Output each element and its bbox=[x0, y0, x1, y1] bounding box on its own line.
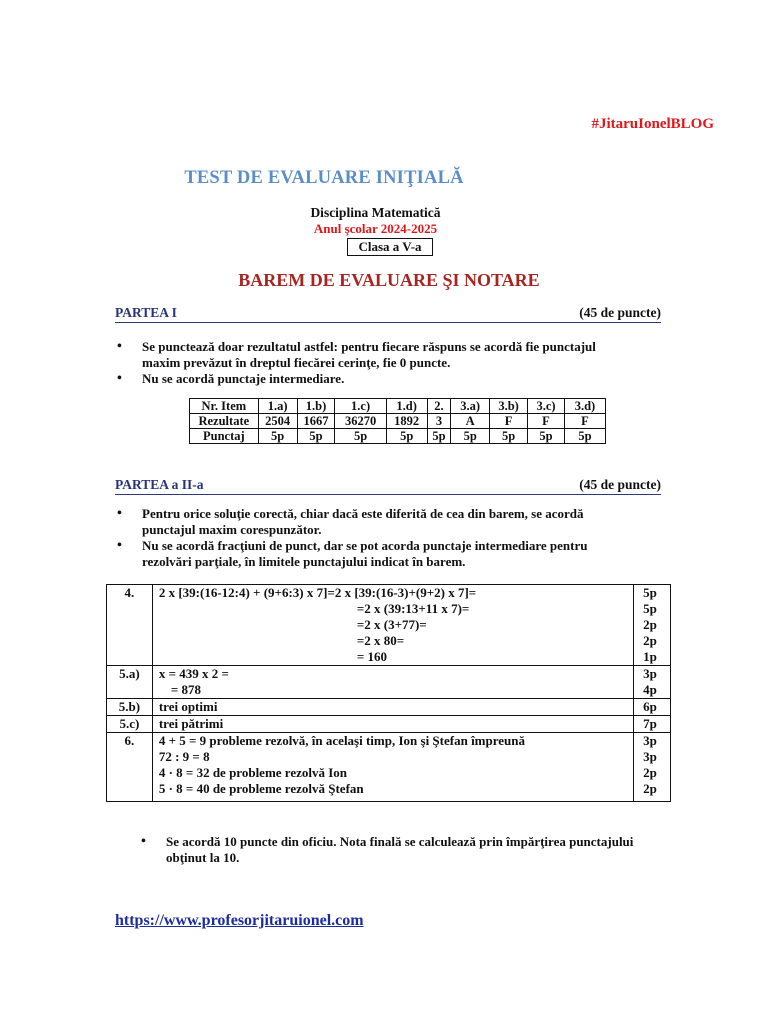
official-note bbox=[117, 834, 701, 866]
score-cell bbox=[634, 666, 671, 699]
table-row bbox=[107, 585, 671, 666]
table-cell: 3.c) bbox=[528, 399, 565, 414]
table-cell: 3.d) bbox=[564, 399, 605, 414]
bullet-line: • Se acordă 10 puncte din oficiu. Nota finală se calculează prin împărţirea punctajului bbox=[166, 834, 634, 849]
solution-line: =2 x 80= bbox=[356, 633, 405, 648]
bullet-item bbox=[117, 538, 677, 570]
score-value: 2p bbox=[643, 617, 657, 632]
part1-header bbox=[115, 305, 661, 323]
score-value: 2p bbox=[643, 633, 657, 648]
score-value: 4p bbox=[643, 682, 657, 697]
bullet-item bbox=[117, 371, 677, 387]
document-title: TEST DE EVALUARE INIŢIALĂ bbox=[184, 168, 464, 188]
solution-line: x = 439 x 2 = bbox=[158, 666, 229, 681]
item-number bbox=[107, 666, 153, 699]
solution-line: = 878 bbox=[170, 682, 201, 697]
table-row bbox=[107, 666, 671, 699]
item-number bbox=[107, 585, 153, 666]
table-cell: 5p bbox=[427, 429, 451, 444]
score-cell bbox=[634, 716, 671, 733]
score-value: 6p bbox=[643, 699, 657, 714]
item-number-text: 5.a) bbox=[119, 666, 140, 681]
solution-line: =2 x (39:13+11 x 7)= bbox=[356, 601, 470, 616]
solution-line: trei pătrimi bbox=[158, 716, 224, 731]
score-value: 3p bbox=[643, 666, 657, 681]
solution-line: = 160 bbox=[356, 649, 387, 664]
bullet-item bbox=[141, 834, 701, 866]
solution-cell bbox=[152, 585, 633, 666]
bullet-line: • Pentru orice soluţie corectă, chiar dacă este diferită de cea din barem, se acordă bbox=[142, 506, 584, 521]
table-cell: 3 bbox=[427, 414, 451, 429]
bullet-line: maxim prevăzut în dreptul fiecărei cerinţe, fie 0 puncte. bbox=[142, 355, 451, 370]
part2-points: (45 de puncte) bbox=[579, 477, 661, 492]
solution-cell bbox=[152, 699, 633, 716]
bullet-line: rezolvări parţiale, în limitele punctajului indicat în barem. bbox=[142, 554, 466, 569]
bullet-line: • Nu se acordă punctaje intermediare. bbox=[142, 371, 345, 386]
item-number bbox=[107, 733, 153, 802]
blog-tag: #JitaruIonelBLOG bbox=[591, 116, 714, 132]
table-cell: 3.a) bbox=[451, 399, 490, 414]
solution-line: trei optimi bbox=[158, 699, 218, 714]
score-cell bbox=[634, 585, 671, 666]
score-value: 5p bbox=[643, 585, 657, 600]
item-number bbox=[107, 716, 153, 733]
solutions-table bbox=[106, 584, 671, 802]
part2-header bbox=[115, 477, 661, 495]
table-cell: 5p bbox=[490, 429, 528, 444]
score-value: 1p bbox=[643, 649, 657, 664]
table-cell: 1.a) bbox=[258, 399, 297, 414]
table-cell: 2504 bbox=[258, 414, 297, 429]
score-value: 3p bbox=[643, 733, 657, 748]
table-row bbox=[190, 399, 606, 414]
score-cell bbox=[634, 699, 671, 716]
row-label: Rezultate bbox=[190, 414, 259, 429]
solution-line: 5 · 8 = 40 de probleme rezolvă Ştefan bbox=[158, 781, 364, 796]
school-year-label: Anul şcolar 2024-2025 bbox=[313, 221, 438, 236]
row-label: Punctaj bbox=[190, 429, 259, 444]
bullet-item bbox=[117, 339, 677, 371]
score-value: 2p bbox=[643, 765, 657, 780]
bullet-line: • Se punctează doar rezultatul astfel: pentru fiecare răspuns se acordă fie punctajul bbox=[142, 339, 596, 354]
table-cell: 1.b) bbox=[297, 399, 335, 414]
table-cell: A bbox=[451, 414, 490, 429]
table-cell: 5p bbox=[386, 429, 427, 444]
table-cell: 5p bbox=[297, 429, 335, 444]
table-cell: 5p bbox=[335, 429, 386, 444]
website-link[interactable]: https://www.profesorjitaruionel.com bbox=[115, 912, 364, 929]
table-cell: 1.d) bbox=[386, 399, 427, 414]
table-cell: F bbox=[528, 414, 565, 429]
item-number-text: 4. bbox=[124, 585, 135, 600]
item-number-text: 5.b) bbox=[118, 699, 141, 714]
table-row bbox=[107, 699, 671, 716]
part2-bullets bbox=[117, 506, 677, 570]
part1-bullets bbox=[117, 339, 677, 387]
table-cell: 3.b) bbox=[490, 399, 528, 414]
solution-line: =2 x (3+77)= bbox=[356, 617, 427, 632]
bullet-item bbox=[117, 506, 677, 538]
table-cell: F bbox=[490, 414, 528, 429]
table-cell: 5p bbox=[451, 429, 490, 444]
table-cell: 5p bbox=[528, 429, 565, 444]
row-label: Nr. Item bbox=[190, 399, 259, 414]
solution-cell bbox=[152, 666, 633, 699]
solution-line: 72 : 9 = 8 bbox=[158, 749, 210, 764]
table-row bbox=[190, 429, 606, 444]
table-row bbox=[107, 716, 671, 733]
score-value: 2p bbox=[643, 781, 657, 796]
item-number-text: 6. bbox=[124, 733, 135, 748]
table-cell: 2. bbox=[427, 399, 451, 414]
part1-title: PARTEA I bbox=[115, 305, 177, 320]
score-value: 3p bbox=[643, 749, 657, 764]
solution-cell bbox=[152, 716, 633, 733]
table-row bbox=[190, 414, 606, 429]
solution-line: 2 x [39:(16-12:4) + (9+6:3) x 7]=2 x [39:(16-3)+(9+2) x 7]= bbox=[158, 585, 477, 600]
score-value: 7p bbox=[643, 716, 657, 731]
table-cell: 1892 bbox=[386, 414, 427, 429]
table-cell: 5p bbox=[564, 429, 605, 444]
bullet-line: obţinut la 10. bbox=[166, 850, 240, 865]
table-cell: 1667 bbox=[297, 414, 335, 429]
class-label-box: Clasa a V-a bbox=[347, 238, 433, 256]
solution-cell bbox=[152, 733, 633, 802]
table-row bbox=[107, 733, 671, 802]
table-cell: 5p bbox=[258, 429, 297, 444]
bullet-line: punctajul maxim corespunzător. bbox=[142, 522, 322, 537]
table-cell: 36270 bbox=[335, 414, 386, 429]
part1-points: (45 de puncte) bbox=[579, 305, 661, 320]
discipline-label: Disciplina Matematică bbox=[310, 205, 441, 220]
solution-line: 4 + 5 = 9 probleme rezolvă, în acelaşi timp, Ion şi Ştefan împreună bbox=[158, 733, 526, 748]
table-cell: 1.c) bbox=[335, 399, 386, 414]
items-table bbox=[189, 398, 606, 444]
score-cell bbox=[634, 733, 671, 802]
score-value: 5p bbox=[643, 601, 657, 616]
solution-line: 4 · 8 = 32 de probleme rezolvă Ion bbox=[158, 765, 348, 780]
barem-title: BAREM DE EVALUARE ŞI NOTARE bbox=[238, 270, 540, 290]
item-number-text: 5.c) bbox=[119, 716, 140, 731]
bullet-line: • Nu se acordă fracţiuni de punct, dar se pot acorda punctaje intermediare pentru bbox=[142, 538, 588, 553]
part2-title: PARTEA a II-a bbox=[115, 477, 204, 492]
item-number bbox=[107, 699, 153, 716]
table-cell: F bbox=[564, 414, 605, 429]
